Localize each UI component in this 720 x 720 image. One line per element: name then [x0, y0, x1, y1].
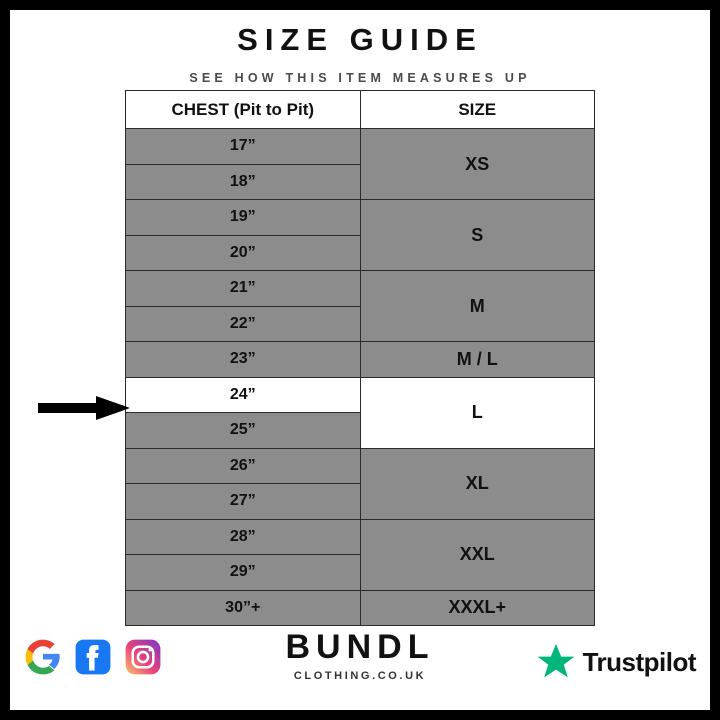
- trustpilot-label: Trustpilot: [582, 646, 696, 677]
- size-table-container: [125, 90, 595, 626]
- chest-cell: 22”: [126, 306, 361, 342]
- chest-cell: 19”: [126, 200, 361, 236]
- size-guide-card: [10, 10, 710, 710]
- table-row: [126, 342, 595, 378]
- trustpilot-star-icon: [536, 642, 576, 682]
- column-header-chest: CHEST (Pit to Pit): [126, 91, 361, 129]
- table-header-row: [126, 91, 595, 129]
- page-title: SIZE GUIDE: [237, 22, 483, 57]
- column-header-size: SIZE: [360, 91, 595, 129]
- chest-cell: 21”: [126, 271, 361, 307]
- chest-cell: 17”: [126, 129, 361, 165]
- trustpilot-badge[interactable]: [536, 642, 696, 682]
- table-row: [126, 448, 595, 484]
- table-row: [126, 129, 595, 165]
- footer: [10, 616, 710, 702]
- chest-cell: 25”: [126, 413, 361, 449]
- brand-website: CLOTHING.CO.UK: [293, 670, 427, 682]
- chest-cell-selected: 24”: [126, 377, 361, 413]
- page-subtitle: SEE HOW THIS ITEM MEASURES UP: [189, 71, 531, 85]
- size-cell: XS: [360, 129, 595, 200]
- size-cell: XXXL+: [360, 590, 595, 626]
- size-table: [125, 90, 595, 626]
- chest-cell: 20”: [126, 235, 361, 271]
- table-row-selected: [126, 377, 595, 413]
- size-cell: S: [360, 200, 595, 271]
- chest-cell: 18”: [126, 164, 361, 200]
- arrow-right-icon: [38, 395, 130, 421]
- chest-cell: 30”+: [126, 590, 361, 626]
- chest-cell: 29”: [126, 555, 361, 591]
- table-row: [126, 271, 595, 307]
- brand-name: BUNDL: [285, 628, 435, 666]
- size-cell: XXL: [360, 519, 595, 590]
- chest-cell: 26”: [126, 448, 361, 484]
- table-row: [126, 519, 595, 555]
- chest-cell: 23”: [126, 342, 361, 378]
- chest-cell: 28”: [126, 519, 361, 555]
- size-cell: M / L: [360, 342, 595, 378]
- chest-cell: 27”: [126, 484, 361, 520]
- size-cell: XL: [360, 448, 595, 519]
- size-cell-selected: L: [360, 377, 595, 448]
- table-row: [126, 200, 595, 236]
- size-cell: M: [360, 271, 595, 342]
